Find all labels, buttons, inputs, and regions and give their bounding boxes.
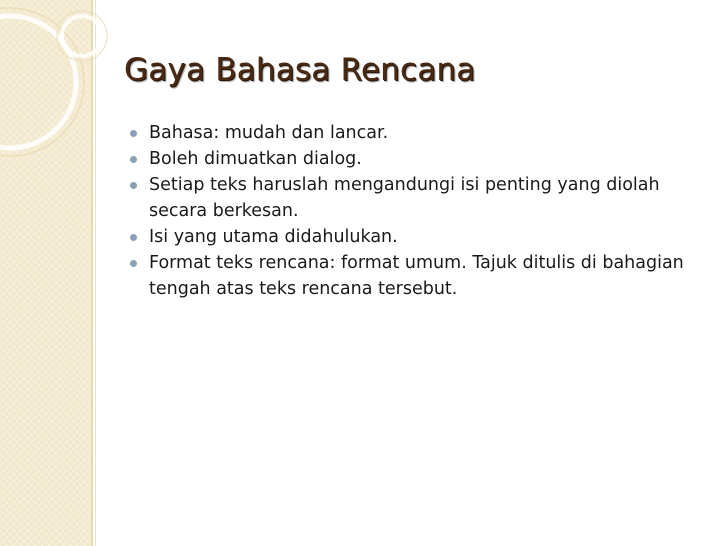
bullet-dot-icon: [130, 234, 137, 241]
bullet-text: Format teks rencana: format umum. Tajuk ditulis di bahagian tengah atas teks rencana tersebut.: [149, 253, 684, 299]
bullet-dot-icon: [130, 260, 137, 267]
bullet-dot-icon: [130, 156, 137, 163]
bullet-text: Boleh dimuatkan dialog.: [149, 149, 362, 169]
bullet-item: [130, 250, 720, 302]
bullet-text: Bahasa: mudah dan lancar.: [149, 123, 389, 143]
bullet-item: [130, 172, 720, 224]
bullet-list: [130, 120, 720, 302]
bullet-dot-icon: [130, 182, 137, 189]
bullet-text: Setiap teks haruslah mengandungi isi penting yang diolah secara berkesan.: [149, 175, 660, 221]
bullet-text: Isi yang utama didahulukan.: [149, 227, 398, 247]
slide-title: Gaya Bahasa Rencana: [124, 52, 476, 88]
bullet-item: [130, 120, 720, 146]
bullet-dot-icon: [130, 130, 137, 137]
bullet-item: [130, 146, 720, 172]
bullet-item: [130, 224, 720, 250]
